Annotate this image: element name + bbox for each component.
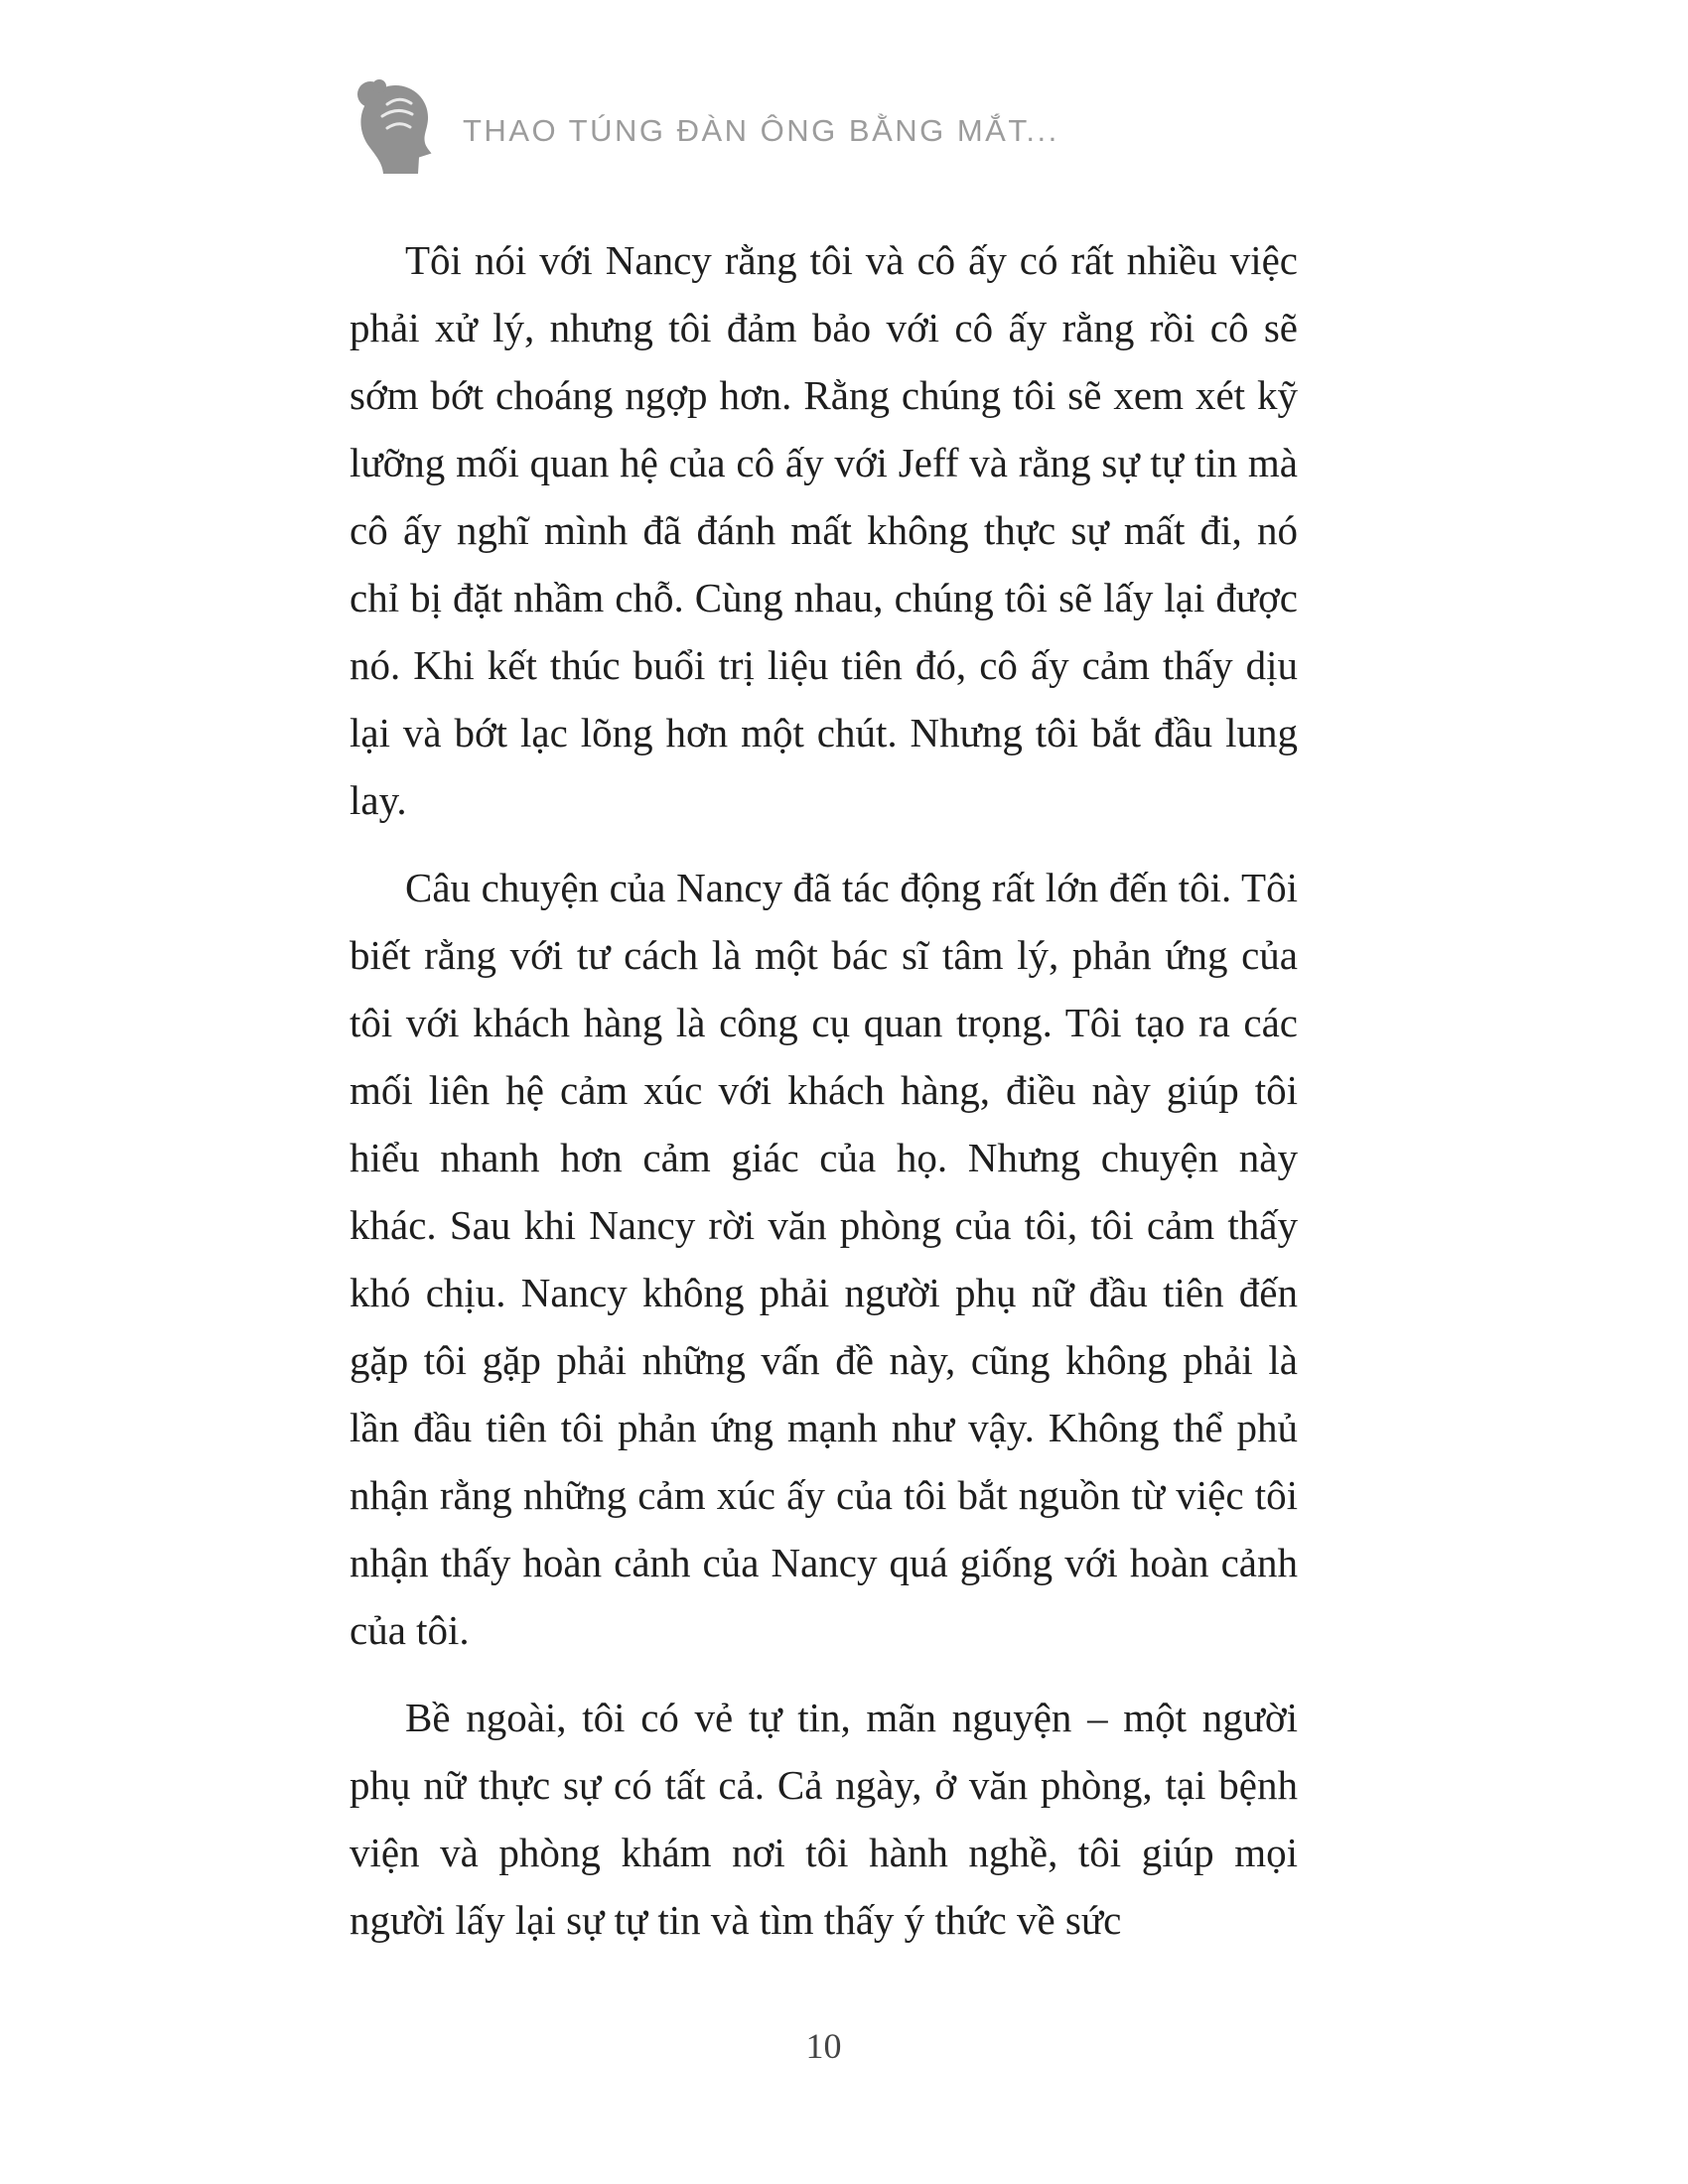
paragraph-2: Câu chuyện của Nancy đã tác động rất lớn đến tôi. Tôi biết rằng với tư cách là một bác sĩ tâm lý, phản ứng của tôi với khách hàng là công cụ quan trọng. Tôi tạo ra các mối liên hệ cảm xúc với khách hàng, điều này giúp tôi hiểu nhanh hơn cảm giác của họ. Nhưng chuyện này khác. Sau khi Nancy rời văn phòng của tôi, tôi cảm thấy khó chịu. Nancy không phải người phụ nữ đầu tiên đến gặp tôi gặp phải những vấn đề này, cũng không phải là lần đầu tiên tôi phản ứng mạnh như vậy. Không thể phủ nhận rằng những cảm xúc ấy của tôi bắt nguồn từ việc tôi nhận thấy hoàn cảnh của Nancy quá giống với hoàn cảnh của tôi. [350, 865, 1298, 1653]
paragraph-1: Tôi nói với Nancy rằng tôi và cô ấy có rất nhiều việc phải xử lý, nhưng tôi đảm bảo với cô ấy rằng rồi cô sẽ sớm bớt choáng ngợp hơn. Rằng chúng tôi sẽ xem xét kỹ lưỡng mối quan hệ của cô ấy với Jeff và rằng sự tự tin mà cô ấy nghĩ mình đã đánh mất không thực sự mất đi, nó chỉ bị đặt nhầm chỗ. Cùng nhau, chúng tôi sẽ lấy lại được nó. Khi kết thúc buổi trị liệu tiên đó, cô ấy cảm thấy dịu lại và bớt lạc lõng hơn một chút. Nhưng tôi bắt đầu lung lay. [350, 237, 1298, 823]
running-header [350, 77, 1059, 181]
page-number: 10 [805, 2026, 842, 2066]
page-footer [350, 2025, 1298, 2067]
body-text-block [350, 226, 1298, 1974]
running-header-title: THAO TÚNG ĐÀN ÔNG BẰNG MẮT... [463, 113, 1059, 148]
paragraph-3: Bề ngoài, tôi có vẻ tự tin, mãn nguyện – một người phụ nữ thực sự có tất cả. Cả ngày, ở văn phòng, tại bệnh viện và phòng khám nơi tôi hành nghề, tôi giúp mọi người lấy lại sự tự tin và tìm thấy ý thức về sức [350, 1695, 1298, 1943]
woman-head-icon [350, 77, 437, 181]
